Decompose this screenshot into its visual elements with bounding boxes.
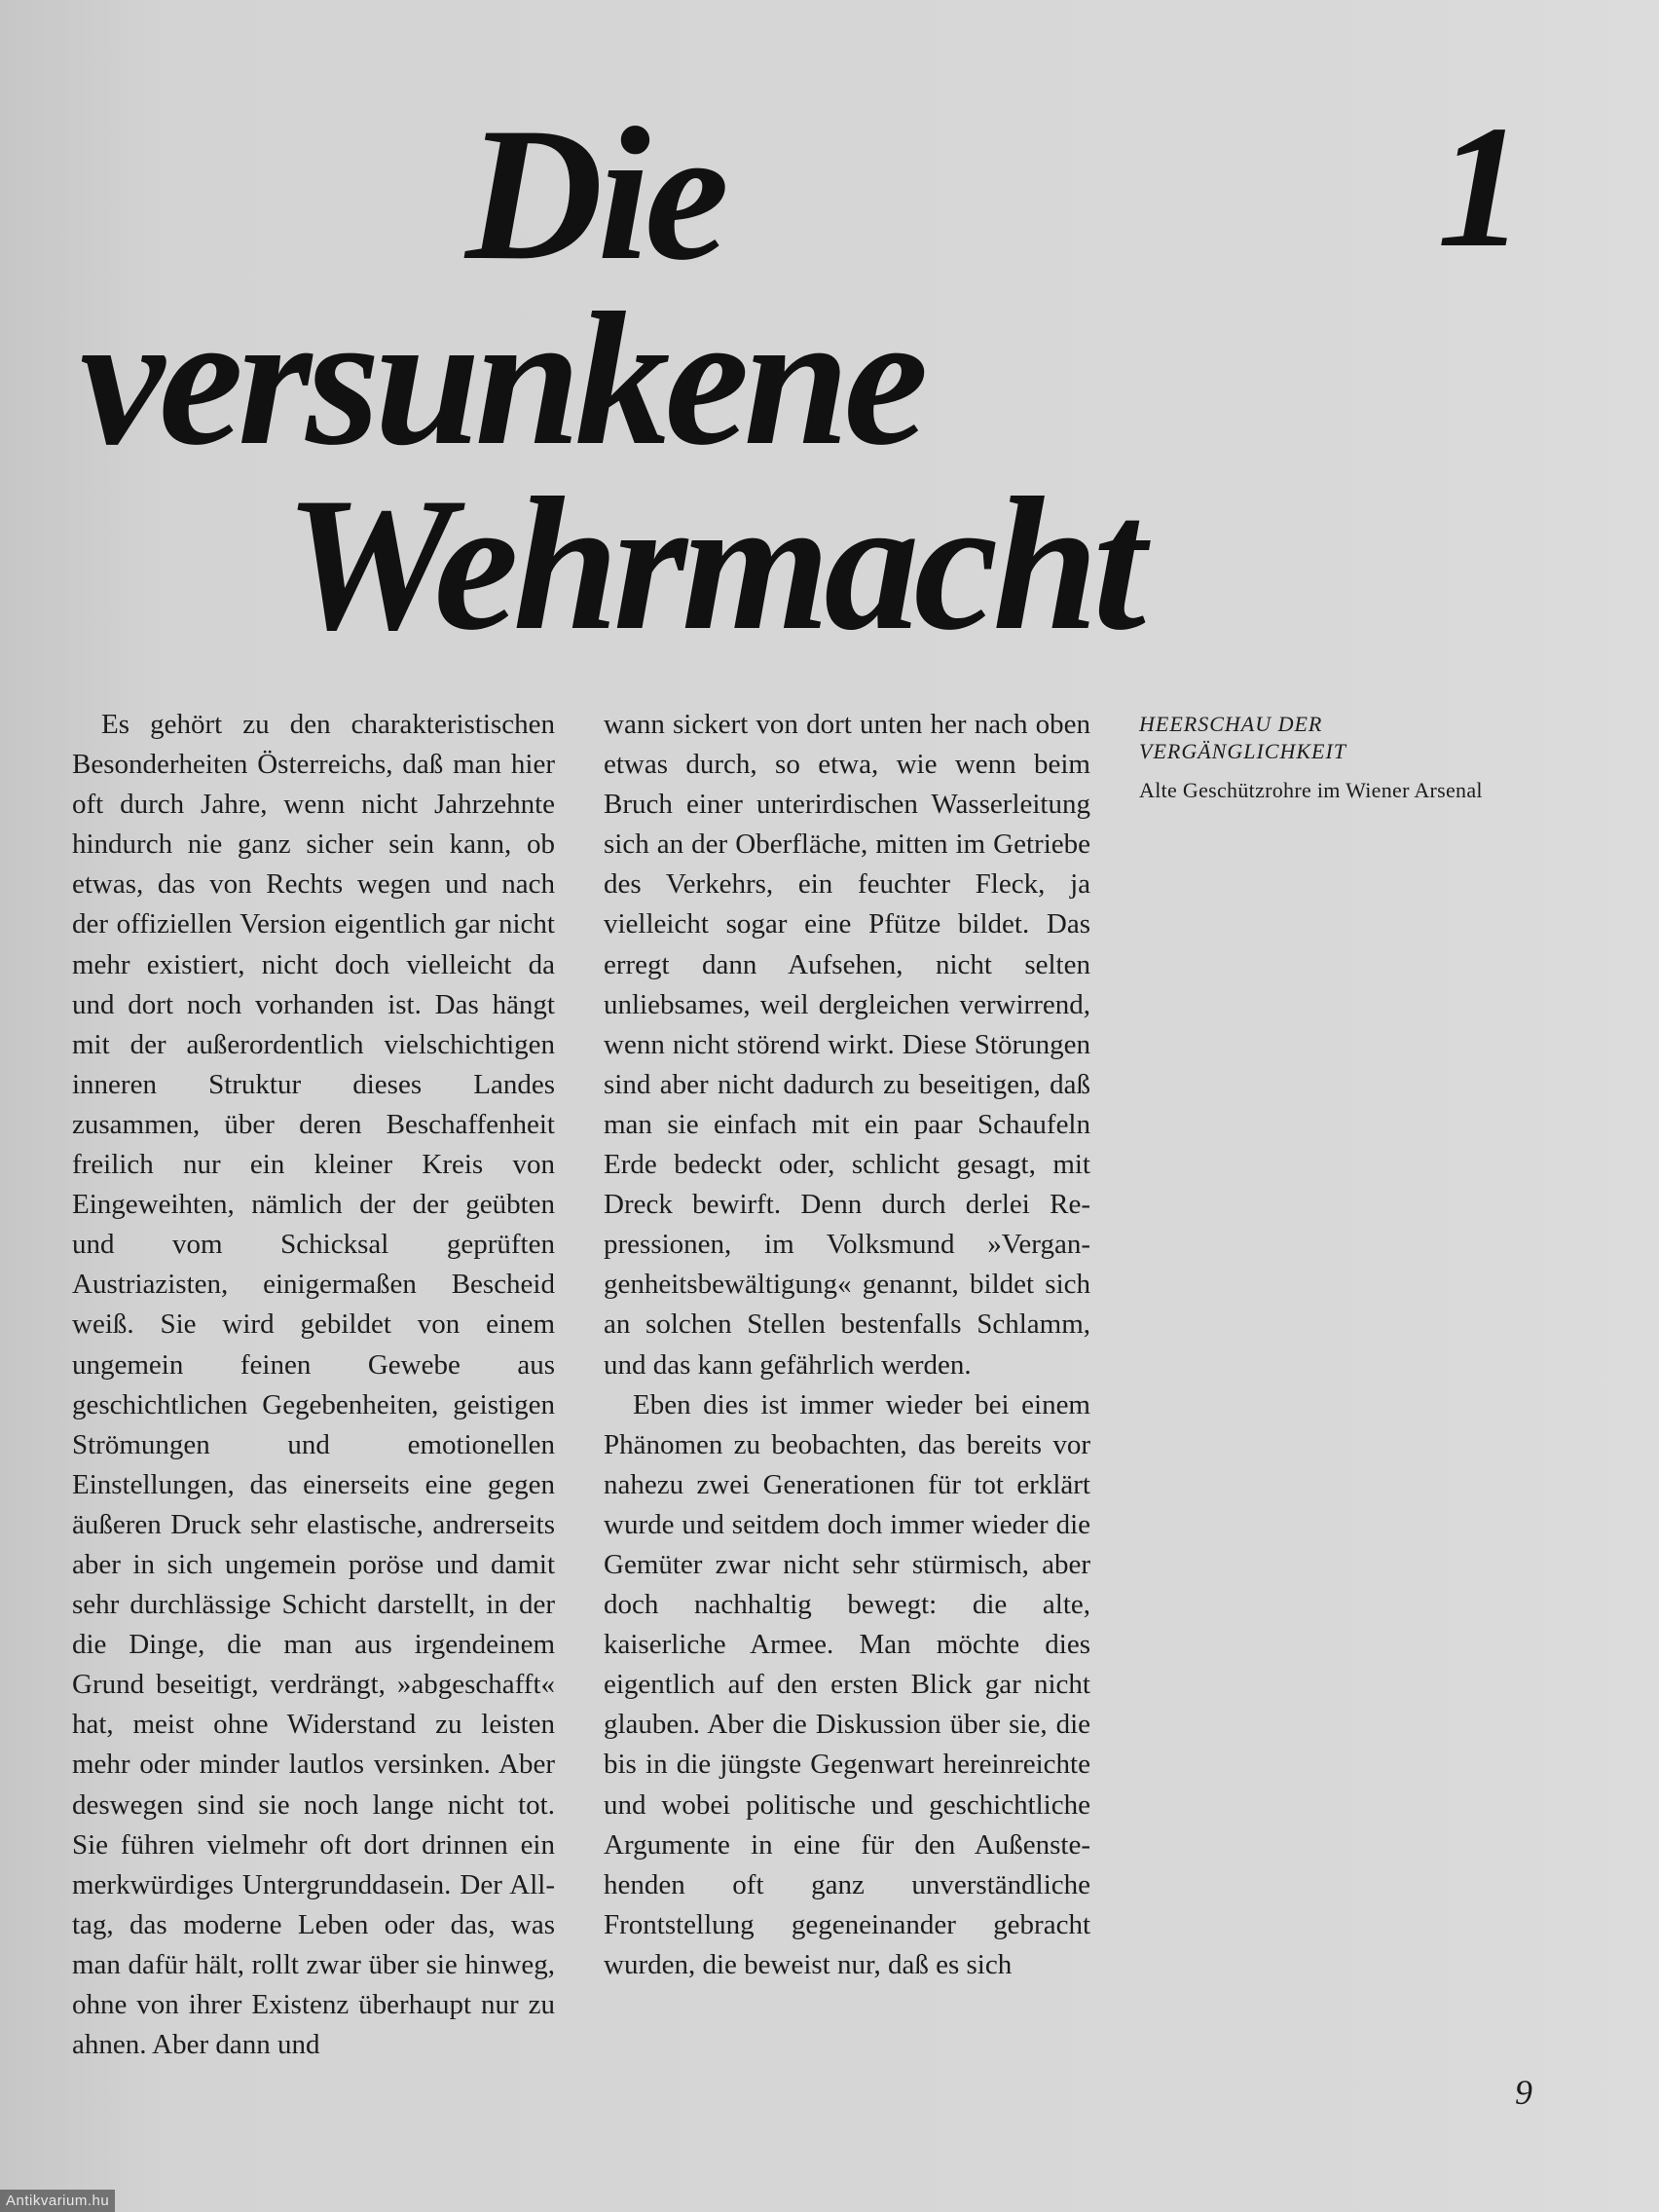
body-column-left — [72, 705, 555, 2065]
page-number: 9 — [1515, 2073, 1532, 2112]
body-column-right — [604, 705, 1090, 1985]
chapter-title-line-3: Wehrmacht — [284, 459, 1140, 670]
caption-title: HEERSCHAU DER VERGÄNGLICHKEIT — [1139, 712, 1346, 763]
chapter-number: 1 — [1437, 90, 1525, 283]
chapter-title-line-2: versunkene — [80, 274, 923, 485]
image-caption — [1139, 711, 1548, 804]
body-paragraph: Es gehört zu den charakteristischen Besonderheiten Österreichs, daß man hier oft durch Jahre, wenn nicht Jahrzehnte hindurch nie ganz sicher sein kann, ob etwas, das von Rechts wegen und nach der offiziellen Version eigentlich gar nicht mehr existiert, nicht doch vielleicht da und dort noch vorhanden ist. Das hängt mit der außerordentlich vielschichtigen inneren Struktur dieses Landes zusammen, über deren Beschaffenheit freilich nur ein kleiner Kreis von Eingeweihten, nämlich der der geübten und vom Schicksal geprüften Austriazisten, einigermaßen Bescheid weiß. Sie wird gebildet von einem ungemein feinen Gewebe aus geschichtlichen Gegebenheiten, geistigen Strömungen und emotionellen Einstellungen, das einerseits eine gegen äußeren Druck sehr elastische, andrerseits aber in sich ungemein poröse und damit sehr durchlässige Schicht darstellt, in der die Dinge, die man aus irgendeinem Grund beseitigt, verdrängt, »abgeschafft« hat, meist ohne Widerstand zu leisten mehr oder minder lautlos versinken. Aber deswegen sind sie noch lange nicht tot. Sie führen vielmehr oft dort drinnen ein merkwürdiges Untergrunddasein. Der Alltag, das moderne Leben oder das, was man dafür hält, rollt zwar über sie hinweg, ohne von ihrer Existenz überhaupt nur zu ahnen. Aber dann und — [72, 709, 555, 2061]
watermark: Antikvarium.hu — [0, 2190, 115, 2212]
chapter-title-line-1: Die — [465, 89, 723, 300]
body-paragraph: Eben dies ist immer wieder bei einem Phänomen zu beobachten, das bereits vor nahezu zwei Generationen für tot erklärt wurde und seitdem doch immer wieder die Gemüter zwar nicht sehr stürmisch, aber doch nachhaltig bewegt: die alte, kaiserliche Armee. Man möchte dies eigentlich auf den ersten Blick gar nicht glauben. Aber die Diskussion über sie, die bis in die jüngste Gegenwart hereinreichte und wobei politische und geschichtliche Argumente in eine für den Außenstehenden oft ganz unverständliche Frontstellung gegeneinander gebracht wurden, die beweist nur, daß es sich — [604, 1388, 1090, 1980]
body-paragraph: wann sickert von dort unten her nach oben etwas durch, so etwa, wie wenn beim Bruch einer unterirdischen Wasserleitung sich an der Oberfläche, mitten im Getriebe des Verkehrs, ein feuchter Fleck, ja vielleicht sogar eine Pfütze bildet. Das erregt dann Aufsehen, nicht selten unliebsames, weil dergleichen verwirrend, wenn nicht störend wirkt. Diese Störungen sind aber nicht dadurch zu beseitigen, daß man sie einfach mit ein paar Schaufeln Erde bedeckt oder, schlicht gesagt, mit Dreck bewirft. Denn durch derlei Repressionen, im Volksmund »Vergangenheitsbewältigung« genannt, bildet sich an solchen Stellen bestenfalls Schlamm, und das kann gefährlich werden. — [604, 709, 1090, 1381]
caption-text: Alte Geschützrohre im Wiener Arsenal — [1139, 778, 1483, 802]
